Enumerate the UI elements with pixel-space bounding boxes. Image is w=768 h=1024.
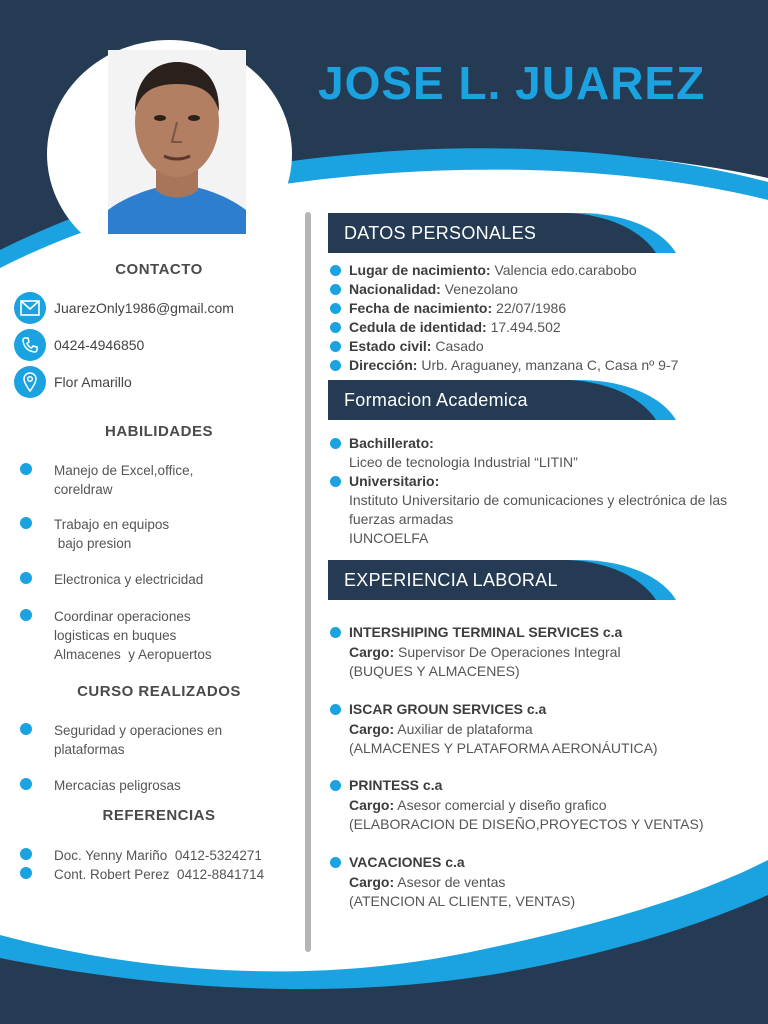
contact-email-text: JuarezOnly1986@gmail.com xyxy=(54,300,234,316)
skill-line: Almacenes y Aeropuertos xyxy=(54,647,212,662)
contact-phone[interactable] xyxy=(14,328,144,362)
section-banner-personal xyxy=(328,213,678,255)
skill-line: Trabajo en equipos xyxy=(54,517,170,532)
column-divider xyxy=(305,212,311,952)
bullet-icon xyxy=(20,848,32,860)
bullet-icon xyxy=(330,627,341,638)
personal-item: Lugar de nacimiento: Valencia edo.carabobo xyxy=(330,261,768,280)
personal-item: Dirección: Urb. Araguaney, manzana C, Casa nº 9-7 xyxy=(330,356,768,375)
job-entry: ISCAR GROUN SERVICES c.a Cargo: Auxiliar de plataforma (ALMACENES Y PLATAFORMA AERONÁUTICA) xyxy=(330,700,768,759)
education-detail: Liceo de tecnologia Industrial “LITIN” xyxy=(349,454,578,470)
bullet-icon xyxy=(330,341,341,352)
bullet-icon xyxy=(330,704,341,715)
reference-text: Cont. Robert Perez 0412-8841714 xyxy=(54,867,265,882)
section-banner-education xyxy=(328,380,678,422)
section-title: DATOS PERSONALES xyxy=(344,223,537,243)
personal-data-list xyxy=(330,261,768,375)
bullet-icon xyxy=(20,778,32,790)
skill-item xyxy=(20,570,300,589)
bullet-icon xyxy=(330,857,341,868)
education-detail: Instituto Universitario de comunicaciones y electrónica de las xyxy=(349,492,728,508)
bullet-icon xyxy=(330,322,341,333)
phone-icon xyxy=(14,329,46,361)
skill-line: bajo presion xyxy=(54,536,132,551)
course-line: Mercacias peligrosas xyxy=(54,778,181,793)
course-item xyxy=(20,776,300,795)
section-title: EXPERIENCIA LABORAL xyxy=(344,570,558,590)
job-entry: INTERSHIPING TERMINAL SERVICES c.a Cargo: Supervisor De Operaciones Integral (BUQUES Y ALMACENES) xyxy=(330,623,768,682)
skill-item xyxy=(20,515,300,553)
bullet-icon xyxy=(330,360,341,371)
contact-email[interactable] xyxy=(14,291,234,325)
education-detail: fuerzas armadas xyxy=(349,511,454,527)
bullet-icon xyxy=(20,572,32,584)
personal-item: Estado civil: Casado xyxy=(330,337,768,356)
contact-address-text: Flor Amarillo xyxy=(54,374,132,390)
location-pin-icon xyxy=(14,366,46,398)
reference-item xyxy=(20,865,300,884)
references-heading: REFERENCIAS xyxy=(102,807,216,824)
bullet-icon xyxy=(330,476,341,487)
section-title: Formacion Academica xyxy=(344,390,528,410)
education-list xyxy=(330,434,768,548)
profile-photo xyxy=(108,50,246,234)
reference-item xyxy=(20,846,300,865)
personal-item: Cedula de identidad: 17.494.502 xyxy=(330,318,768,337)
skill-line: Coordinar operaciones xyxy=(54,609,191,624)
candidate-name: JOSE L. JUAREZ xyxy=(318,57,706,109)
envelope-icon xyxy=(14,292,46,324)
bullet-icon xyxy=(330,780,341,791)
bullet-icon xyxy=(330,284,341,295)
job-entry: VACACIONES c.a Cargo: Asesor de ventas (ATENCION AL CLIENTE, VENTAS) xyxy=(330,853,768,912)
skill-item xyxy=(20,461,300,499)
personal-item: Nacionalidad: Venezolano xyxy=(330,280,768,299)
contact-address xyxy=(14,365,132,399)
skill-item xyxy=(20,607,300,664)
skill-line: logisticas en buques xyxy=(54,628,177,643)
bullet-icon xyxy=(20,867,32,879)
education-detail: IUNCOELFA xyxy=(349,530,429,546)
course-line: plataformas xyxy=(54,742,125,757)
bullet-icon xyxy=(330,303,341,314)
bullet-icon xyxy=(20,517,32,529)
skill-line: Manejo de Excel,office, xyxy=(54,463,194,478)
skill-line: coreldraw xyxy=(54,482,113,497)
course-item xyxy=(20,721,300,759)
skills-heading: HABILIDADES xyxy=(104,423,213,440)
job-entry: PRINTESS c.a Cargo: Asesor comercial y diseño grafico (ELABORACION DE DISEÑO,PROYECTOS Y VENTAS) xyxy=(330,776,768,835)
bullet-icon xyxy=(20,463,32,475)
contact-phone-text: 0424-4946850 xyxy=(54,337,145,353)
section-banner-experience xyxy=(328,560,678,602)
bullet-icon xyxy=(330,265,341,276)
courses-heading: CURSO REALIZADOS xyxy=(77,683,241,700)
education-item: Bachillerato: xyxy=(330,434,768,453)
course-line: Seguridad y operaciones en xyxy=(54,723,223,738)
bullet-icon xyxy=(20,609,32,621)
personal-item: Fecha de nacimiento: 22/07/1986 xyxy=(330,299,768,318)
reference-text: Doc. Yenny Mariño 0412-5324271 xyxy=(54,848,262,863)
bullet-icon xyxy=(20,723,32,735)
skill-line: Electronica y electricidad xyxy=(54,572,204,587)
contact-heading: CONTACTO xyxy=(115,261,203,278)
bullet-icon xyxy=(330,438,341,449)
education-item: Universitario: xyxy=(330,472,768,491)
